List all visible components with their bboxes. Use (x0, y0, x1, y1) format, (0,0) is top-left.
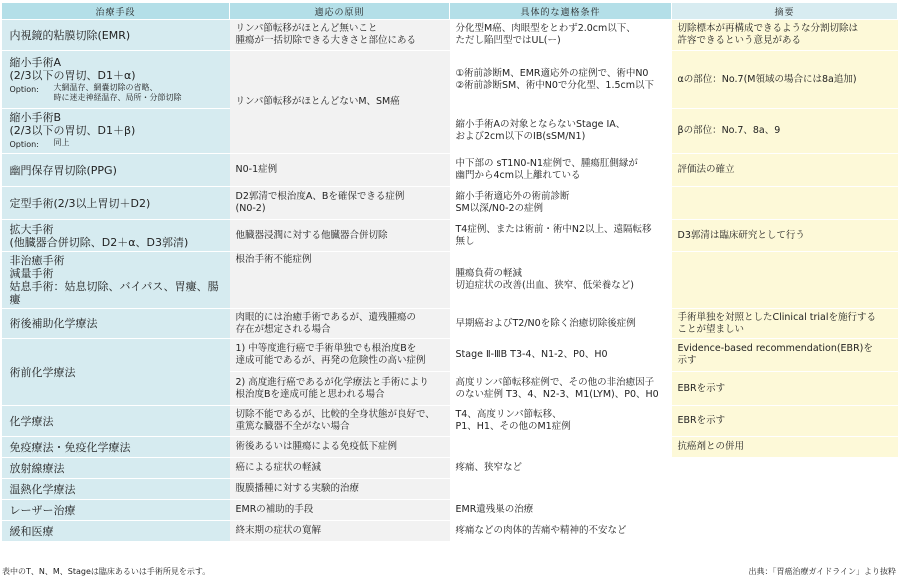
table-row (2, 252, 898, 309)
note-cell: βの部位：No.7、8a、9 (672, 109, 898, 154)
note-cell (672, 500, 898, 521)
condition-cell: 縮小手術適応外の術前診断 SM以深/N0-2の症例 (450, 187, 672, 220)
header-principle: 適応の原則 (230, 3, 450, 20)
source-credit: 出典：「胃癌治療ガイドライン」より抜粋 (748, 567, 896, 576)
condition-cell: 早期癌およびT2/N0を除く治癒切除後症例 (450, 309, 672, 339)
principle-cell: 切除不能であるが、比較的全身状態が良好で、 重篤な臓器不全がない場合 (230, 406, 450, 437)
note-cell: αの部位：No.7(M領域の場合には8a追加) (672, 51, 898, 109)
note-cell: EBRを示す (672, 372, 898, 406)
principle-cell: 他臓器浸潤に対する他臓器合併切除 (230, 220, 450, 252)
method-cell: 免疫療法・免疫化学療法 (2, 437, 230, 458)
principle-cell: 術後あるいは腫瘍による免疫低下症例 (230, 437, 450, 458)
method-cell: 化学療法 (2, 406, 230, 437)
table-row (2, 458, 898, 479)
principle-cell: 肉眼的には治癒手術であるが、遺残腫瘍の 存在が想定される場合 (230, 309, 450, 339)
method-title: 縮小手術B (2/3以下の胃切、D1＋β) (9, 111, 136, 137)
table-row (2, 521, 898, 542)
table-row (2, 51, 898, 109)
note-cell: EBRを示す (672, 406, 898, 437)
condition-cell: ①術前診断M、EMR適応外の症例で、術中N0 ②術前診断SM、術中N0で分化型、1.5cm以下 (450, 51, 672, 109)
condition-cell: T4、高度リンパ節転移、 P1、H1、その他のM1症例 (450, 406, 672, 437)
table-row (2, 339, 898, 372)
table-row (2, 20, 898, 51)
method-cell: レーザー治療 (2, 500, 230, 521)
method-cell: 定型手術(2/3以上胃切＋D2) (2, 187, 230, 220)
footnote: 表中のT、N、M、Stageは臨床あるいは手術所見を示す。 (2, 567, 211, 576)
condition-cell: 疼痛などの肉体的苦痛や精神的不安など (450, 521, 672, 542)
condition-cell: 腫瘍負荷の軽減 切迫症状の改善(出血、狭窄、低栄養など) (450, 252, 672, 309)
note-cell (672, 252, 898, 309)
method-title: 縮小手術A (2/3以下の胃切、D1＋α) (9, 56, 136, 82)
method-cell (2, 109, 230, 154)
method-cell: 幽門保存胃切除(PPG) (2, 154, 230, 187)
principle-cell: 2) 高度進行癌であるが化学療法と手術により 根治度Bを達成可能と思われる場合 (230, 372, 450, 406)
header-method: 治療手段 (2, 3, 230, 20)
condition-cell: 疼痛、狭窄など (450, 458, 672, 479)
table-row (2, 220, 898, 252)
option-line (10, 83, 224, 103)
note-cell: Evidence-based recommendation(EBR)を 示す (672, 339, 898, 372)
option-line (10, 138, 224, 151)
principle-cell: リンパ節転移がほとんど無いこと 腫瘍が一括切除できる大きさと部位にある (230, 20, 450, 51)
method-cell: 温熱化学療法 (2, 479, 230, 500)
principle-cell: 終末期の症状の寛解 (230, 521, 450, 542)
method-cell: 拡大手術 (他臓器合併切除、D2＋α、D3郭清) (2, 220, 230, 252)
principle-cell: EMRの補助的手段 (230, 500, 450, 521)
note-cell (672, 521, 898, 542)
principle-cell: 根治手術不能症例 (230, 252, 450, 309)
condition-cell: 縮小手術Aの対象とならないStage ⅠA、 および2cm以下のⅠB(sSM/N1) (450, 109, 672, 154)
condition-cell (450, 437, 672, 458)
condition-cell: Stage Ⅱ-ⅢB T3-4、N1-2、P0、H0 (450, 339, 672, 372)
table-row (2, 187, 898, 220)
note-cell: 抗癌剤との併用 (672, 437, 898, 458)
principle-cell: 1) 中等度進行癌で手術単独でも根治度Bを 達成可能であるが、再発の危険性の高い症例 (230, 339, 450, 372)
method-cell: 放射線療法 (2, 458, 230, 479)
option-label: Option: (9, 85, 39, 94)
condition-cell: 中下部の sT1N0-N1症例で、腫瘍肛側縁が 幽門から4cm以上離れている (450, 154, 672, 187)
method-cell: 術前化学療法 (2, 339, 230, 406)
condition-cell: 高度リンパ節転移症例で、その他の非治癒因子 のない症例 T3、4、N2-3、M1(LYM)、P0、H0 (450, 372, 672, 406)
table-row (2, 437, 898, 458)
table-row (2, 309, 898, 339)
method-cell: 非治癒手術 減量手術 姑息手術：姑息切除、バイパス、胃瘻、腸瘻 (2, 252, 230, 309)
condition-cell: EMR遺残巣の治療 (450, 500, 672, 521)
option-text: 大網温存、網嚢切除の省略、 時に迷走神経温存、局所・分節切除 (53, 83, 182, 102)
option-label: Option: (9, 140, 39, 149)
header-row (2, 3, 898, 20)
table-row (2, 479, 898, 500)
note-cell (672, 479, 898, 500)
method-cell: 緩和医療 (2, 521, 230, 542)
note-cell: D3郭清は臨床研究として行う (672, 220, 898, 252)
table-row (2, 154, 898, 187)
note-cell: 評価法の確立 (672, 154, 898, 187)
method-cell (2, 51, 230, 109)
treatment-table (1, 2, 898, 542)
header-note: 摘要 (672, 3, 898, 20)
table-row (2, 109, 898, 154)
header-condition: 具体的な適格条件 (450, 3, 672, 20)
condition-cell: T4症例、または術前・術中N2以上、遠隔転移 無し (450, 220, 672, 252)
principle-cell: N0-1症例 (230, 154, 450, 187)
condition-cell (450, 479, 672, 500)
note-cell (672, 187, 898, 220)
table-row (2, 500, 898, 521)
method-cell: 術後補助化学療法 (2, 309, 230, 339)
method-cell: 内視鏡的粘膜切除(EMR) (2, 20, 230, 51)
principle-cell: D2郭清で根治度A、Bを確保できる症例 (N0-2) (230, 187, 450, 220)
principle-cell: リンパ節転移がほとんどないM、SM癌 (230, 51, 450, 154)
note-cell (672, 458, 898, 479)
principle-cell: 腹膜播種に対する実験的治療 (230, 479, 450, 500)
condition-cell: 分化型M癌、肉眼型をとわず2.0cm以下、 ただし陥凹型ではUL(ー) (450, 20, 672, 51)
principle-cell: 癌による症状の軽減 (230, 458, 450, 479)
option-text: 同上 (53, 138, 70, 147)
table-row (2, 406, 898, 437)
note-cell: 切除標本が再構成できるような分割切除は 許容できるという意見がある (672, 20, 898, 51)
note-cell: 手術単独を対照としたClinical trialを施行する ことが望ましい (672, 309, 898, 339)
